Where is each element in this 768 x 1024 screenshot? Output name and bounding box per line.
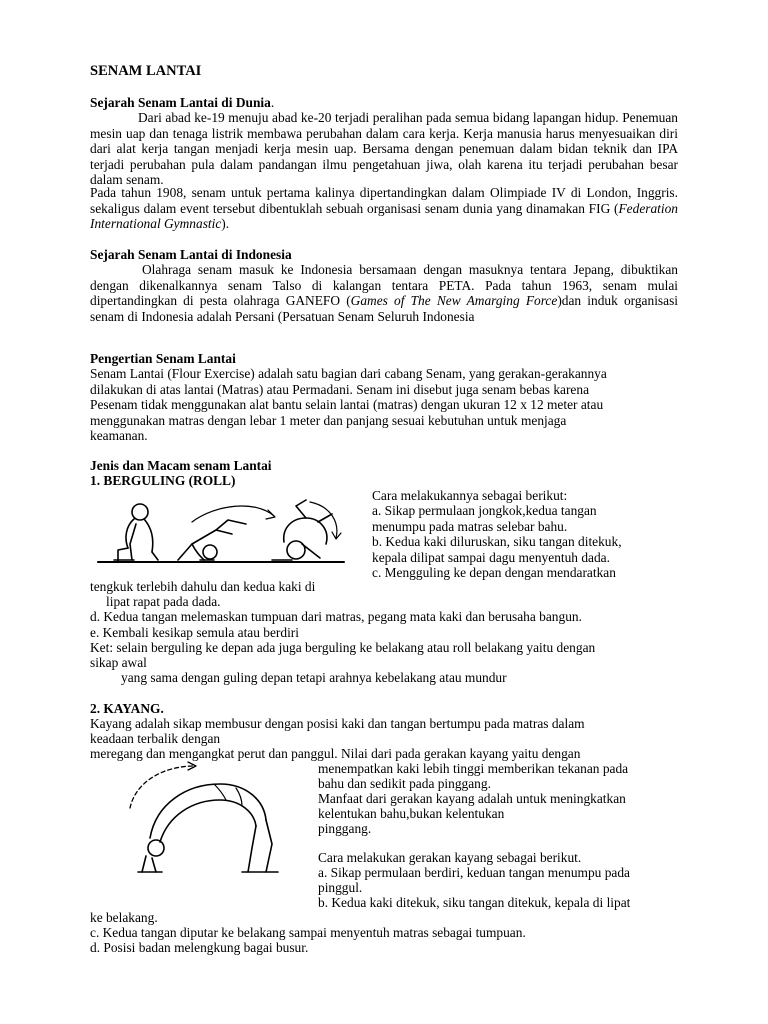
section-heading-indonesia-history: Sejarah Senam Lantai di Indonesia xyxy=(90,247,292,262)
forward-roll-illustration xyxy=(96,494,346,574)
kayang-right-line: Cara melakukan gerakan kayang sebagai berikut. xyxy=(318,850,582,865)
roll-text-line: tengkuk terlebih dahulu dan kedua kaki di xyxy=(90,579,316,594)
roll-text-line: d. Kedua tangan melemaskan tumpuan dari matras, pegang mata kaki dan berusaha bangun. xyxy=(90,609,582,624)
text-part: ). xyxy=(221,216,230,232)
kayang-bottom-line: d. Posisi badan melengkung bagai busur. xyxy=(90,940,309,955)
italic-text: Federation International Gymnastic xyxy=(90,200,678,232)
heading-text: Sejarah Senam Lantai di Dunia xyxy=(90,95,271,110)
roll-step-line: menumpu pada matras selebar bahu. xyxy=(372,519,568,534)
roll-text-line: lipat rapat pada dada. xyxy=(106,594,221,609)
kayang-right-line: menempatkan kaki lebih tinggi memberikan tekanan pada xyxy=(318,761,629,776)
section-heading-definition: Pengertian Senam Lantai xyxy=(90,351,236,366)
italic-text: Games of The New Amarging Force xyxy=(350,293,558,309)
paragraph-world-history-2 xyxy=(90,185,678,232)
kayang-right-line: a. Sikap permulaan berdiri, keduan tangan menumpu pada xyxy=(318,865,630,880)
section-heading-world-history xyxy=(90,95,274,111)
text-part: Olahraga senam masuk ke Indonesia bersamaan dengan masuknya tentara Jepang, dibuktikan dengan dikenalkannya senam Talso di kalangan tentara PETA. Pada tahun 1963, senam mulai dipertandingkan di pesta olahraga GANEFO ( xyxy=(90,262,678,309)
roll-text-line: yang sama dengan guling depan tetapi arahnya kebelakang atau mundur xyxy=(121,670,507,685)
definition-line: menggunakan matras dengan lebar 1 meter dan panjang sesuai kebutuhan untuk menjaga xyxy=(90,413,567,428)
kayang-bridge-illustration xyxy=(116,760,291,878)
kayang-text-line: keadaan terbalik dengan xyxy=(90,731,221,746)
subheading-roll: 1. BERGULING (ROLL) xyxy=(90,473,236,488)
paragraph-indonesia-history xyxy=(90,262,678,324)
kayang-right-line: kelentukan bahu,bukan kelentukan xyxy=(318,806,505,821)
section-heading-types: Jenis dan Macam senam Lantai xyxy=(90,458,272,473)
kayang-right-line: Manfaat dari gerakan kayang adalah untuk meningkatkan xyxy=(318,791,626,806)
roll-step-line: Cara melakukannya sebagai berikut: xyxy=(372,488,568,503)
kayang-text-line: Kayang adalah sikap membusur dengan posisi kaki dan tangan bertumpu pada matras dalam xyxy=(90,716,585,731)
kayang-text-line: meregang dan mengangkat perut dan panggul. Nilai dari pada gerakan kayang yaitu dengan xyxy=(90,746,581,761)
subheading-kayang: 2. KAYANG. xyxy=(90,701,164,716)
roll-step-line: a. Sikap permulaan jongkok,kedua tangan xyxy=(372,503,597,518)
kayang-right-line: b. Kedua kaki ditekuk, siku tangan ditekuk, kepala di lipat xyxy=(318,895,631,910)
definition-line: dilakukan di atas lantai (Matras) atau Permadani. Senam ini disebut juga senam bebas karena xyxy=(90,382,590,397)
text-part: )dan induk organisasi senam di Indonesia adalah Persani (Persatuan Senam Seluruh Indonesia xyxy=(90,293,678,324)
kayang-right-line: pinggang. xyxy=(318,821,372,836)
definition-line: Senam Lantai (Flour Exercise) adalah satu bagian dari cabang Senam, yang gerakan-gerakannya xyxy=(90,366,607,381)
roll-text-line: sikap awal xyxy=(90,655,147,670)
definition-line: keamanan. xyxy=(90,428,148,443)
text-part: Pada tahun 1908, senam untuk pertama kalinya dipertandingkan dalam Olimpiade IV di London, Inggris. sekaligus dalam event tersebut dibentuklah sebuah organisasi senam dunia yang dinamakan FIG ( xyxy=(90,185,678,216)
definition-line: Pesenam tidak menggunakan alat bantu selain lantai (matras) dengan ukuran 12 x 12 meter atau xyxy=(90,397,604,412)
kayang-bottom-line: c. Kedua tangan diputar ke belakang sampai menyentuh matras sebagai tumpuan. xyxy=(90,925,526,940)
roll-step-line: c. Mengguling ke depan dengan mendaratkan xyxy=(372,565,616,580)
roll-text-line: e. Kembali kesikap semula atau berdiri xyxy=(90,625,299,640)
paragraph-world-history-1: Dari abad ke-19 menuju abad ke-20 terjadi peralihan pada semua bidang lapangan hidup. Penemuan mesin uap dan tenaga listrik membawa perubahan dalam cara kerja. Kerja manusia harus menyesuaikan diri dari alat kerja tangan menjadi kerja mesin uap. Bersama dengan penemuan dalam bidan teknik dan IPA terjadi perubahan pula dalam pandangan ilmu pengetahuan jiwa, olah karena itu terjadi perubahan besar dalam senam. xyxy=(90,110,678,188)
roll-text-line: Ket: selain berguling ke depan ada juga berguling ke belakang atau roll belakang yaitu dengan xyxy=(90,640,596,655)
heading-punct: . xyxy=(270,95,275,110)
roll-step-line: kepala dilipat sampai dagu menyentuh dada. xyxy=(372,550,610,565)
kayang-bottom-line: ke belakang. xyxy=(90,910,158,925)
roll-step-line: b. Kedua kaki diluruskan, siku tangan ditekuk, xyxy=(372,534,622,549)
kayang-right-line: pinggul. xyxy=(318,880,363,895)
page-title: SENAM LANTAI xyxy=(90,63,202,79)
kayang-right-line: bahu dan sedikit pada pinggang. xyxy=(318,776,491,791)
